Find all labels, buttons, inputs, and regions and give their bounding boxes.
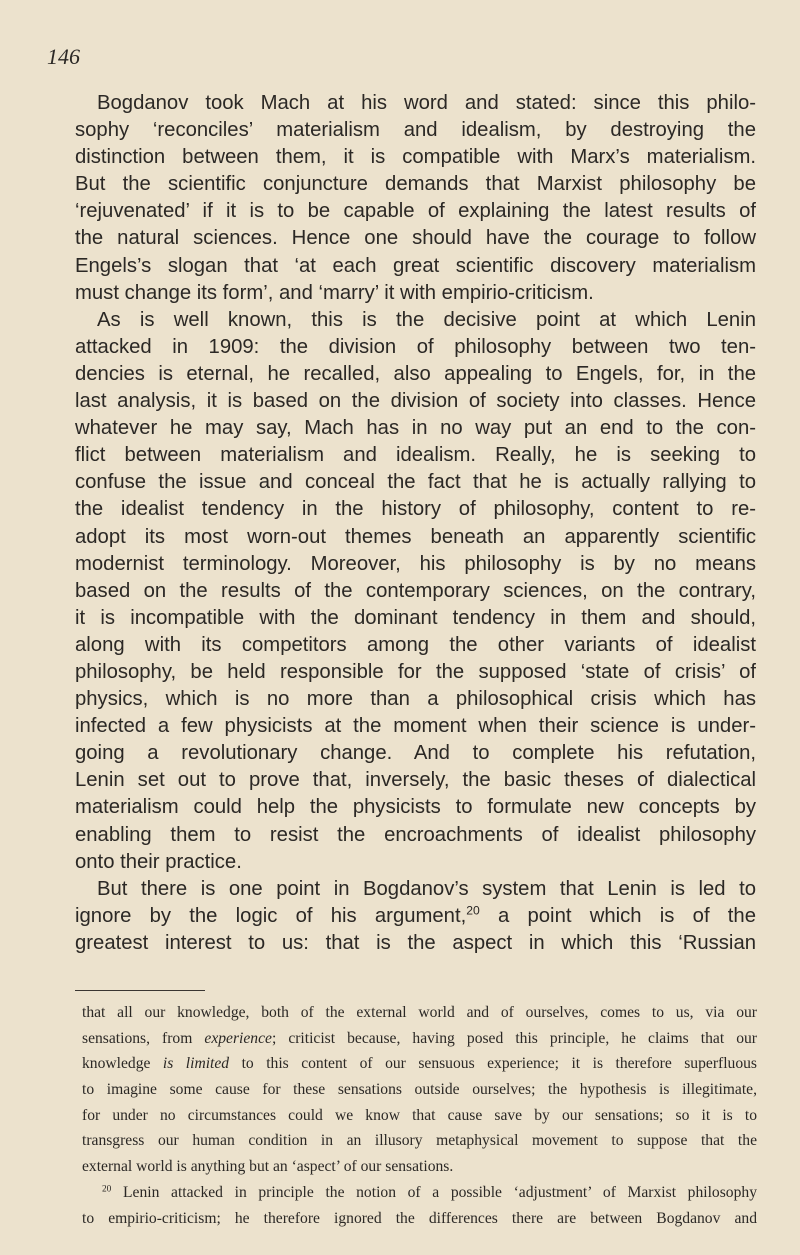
body-line: ignore by the logic of his argument,$^{20}$ a point which is of the: [75, 903, 756, 927]
body-line: attacked in 1909: the division of philosophy between two ten-: [75, 335, 756, 358]
body-line: As is well known, this is the decisive point at which Lenin: [97, 308, 756, 331]
footnote-line: external world is anything but an ‘aspect’ of our sensations.: [82, 1158, 454, 1176]
footnote-line: $^{20}$ Lenin attacked in principle the notion of a possible ‘adjustment’ of Marxist philosophy: [102, 1183, 757, 1201]
body-text: [75, 90, 756, 957]
italic-text: is limited: [162, 1055, 230, 1073]
body-line: sophy ‘reconciles’ materialism and idealism, by destroying the: [75, 119, 756, 142]
body-line: flict between materialism and idealism. Really, he is seeking to: [75, 444, 756, 467]
italic-text: experience: [204, 1029, 272, 1047]
footnote-divider: [75, 990, 205, 991]
body-line: Lenin set out to prove that, inversely, the basic theses of dialectical: [75, 769, 756, 792]
body-line: Bogdanov took Mach at his word and stated: since this philo-: [97, 92, 756, 114]
body-line: modernist terminology. Moreover, his philosophy is by no means: [75, 552, 756, 575]
body-line: materialism could help the physicists to formulate new concepts by: [75, 796, 756, 819]
footnote-line: knowledge is limited to this content of our sensuous experience; it is therefore superfluous: [82, 1055, 757, 1073]
body-line: based on the results of the contemporary sciences, on the contrary,: [75, 579, 756, 602]
body-line: last analysis, it is based on the division of society into classes. Hence: [75, 390, 756, 413]
body-line: along with its competitors among the other variants of idealist: [75, 633, 756, 656]
body-line: the idealist tendency in the history of philosophy, content to re-: [75, 498, 756, 521]
body-line: dencies is eternal, he recalled, also appealing to Engels, for, in the: [75, 362, 756, 385]
body-line: Engels’s slogan that ‘at each great scientific discovery materialism: [75, 254, 756, 277]
body-line: confuse the issue and conceal the fact that he is actually rallying to: [75, 471, 756, 494]
body-line: greatest interest to us: that is the aspect in which this ‘Russian: [75, 931, 756, 954]
body-line: adopt its most worn-out themes beneath an apparently scientific: [75, 525, 756, 548]
body-line: distinction between them, it is compatible with Marx’s materialism.: [75, 146, 756, 169]
body-line: infected a few physicists at the moment when their science is under-: [75, 715, 756, 738]
footnote-line: sensations, from experience; criticist because, having posed this principle, he claims that our: [82, 1029, 757, 1047]
body-line: must change its form’, and ‘marry’ it with empirio-criticism.: [75, 281, 594, 304]
body-line: enabling them to resist the encroachments of idealist philosophy: [75, 823, 756, 846]
footnote-marker: 20: [102, 1184, 112, 1195]
body-line: whatever he may say, Mach has in no way put an end to the con-: [75, 417, 756, 440]
body-line: physics, which is no more than a philosophical crisis which has: [75, 688, 756, 711]
body-line: ‘rejuvenated’ if it is to be capable of explaining the latest results of: [75, 200, 756, 223]
footnote-line: for under no circumstances could we know that cause save by our sensations; so it is to: [82, 1106, 757, 1124]
footnote-line: to empirio-criticism; he therefore ignored the differences there are between Bogdanov and: [82, 1209, 757, 1227]
body-line: the natural sciences. Hence one should have the courage to follow: [75, 227, 756, 250]
footnote-line: that all our knowledge, both of the external world and of ourselves, comes to us, via our: [82, 1004, 757, 1021]
page-number: 146: [47, 44, 80, 69]
body-line: onto their practice.: [75, 850, 242, 873]
body-line: it is incompatible with the dominant tendency in them and should,: [75, 606, 756, 629]
footnote-marker: 20: [466, 903, 480, 918]
body-line: But the scientific conjuncture demands that Marxist philosophy be: [75, 173, 756, 196]
footnotes: [82, 1000, 757, 1231]
footnote-line: transgress our human condition in an illusory metaphysical movement to suppose that the: [82, 1132, 757, 1150]
body-line: going a revolutionary change. And to complete his refutation,: [75, 742, 756, 765]
footnote-line: to imagine some cause for these sensations outside ourselves; the hypothesis is illegitimate,: [82, 1081, 757, 1099]
body-line: But there is one point in Bogdanov’s system that Lenin is led to: [97, 877, 756, 900]
body-line: philosophy, be held responsible for the supposed ‘state of crisis’ of: [75, 660, 756, 683]
